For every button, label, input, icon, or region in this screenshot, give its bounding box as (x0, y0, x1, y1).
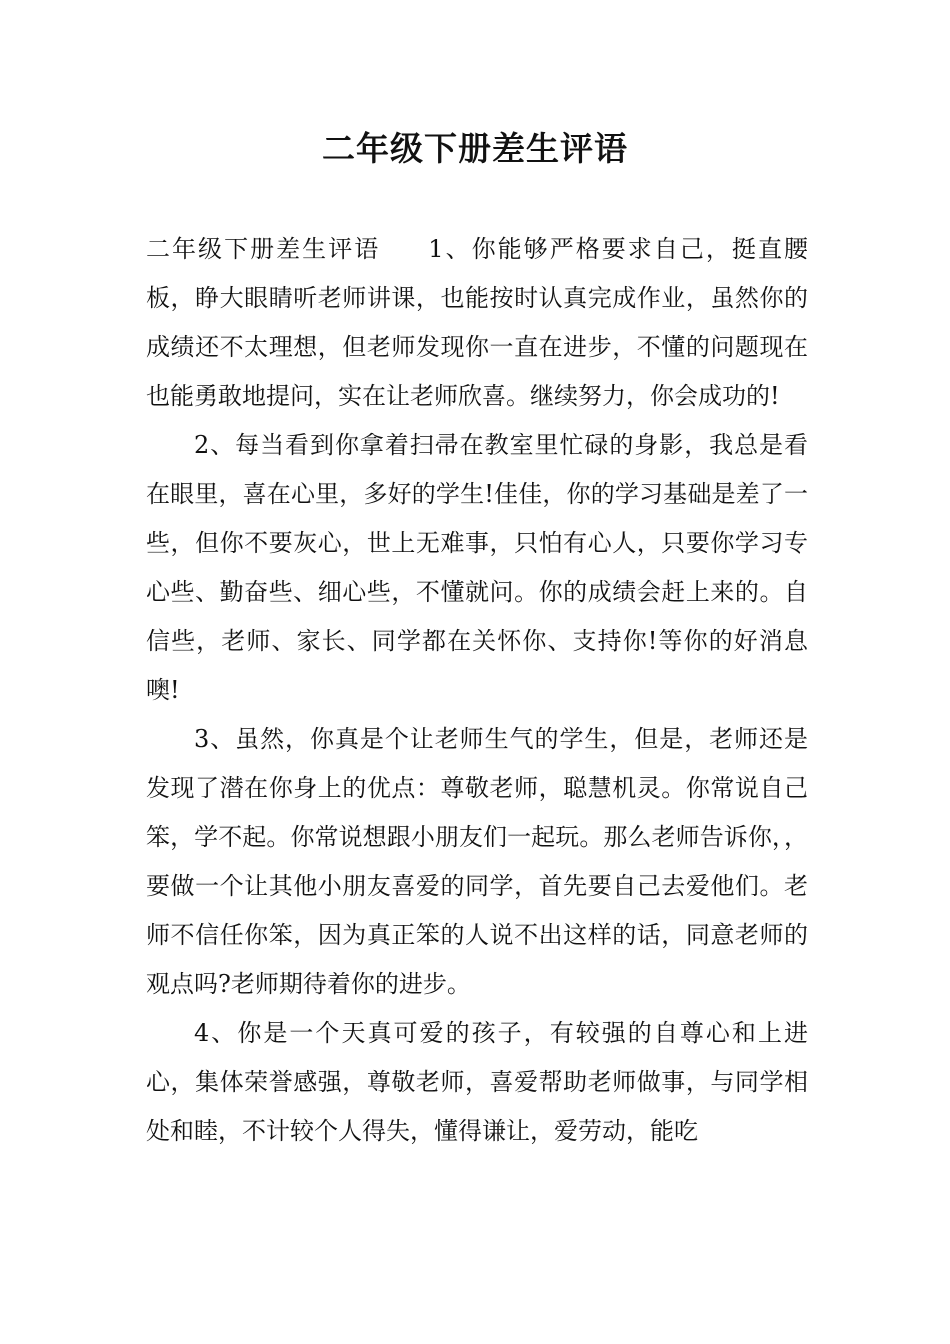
paragraph-3: 3、虽然，你真是个让老师生气的学生，但是，老师还是发现了潜在你身上的优点：尊敬老师，聪慧机灵。你常说自己笨，学不起。你常说想跟小朋友们一起玩。那么老师告诉你，，要做一个让其他小朋友喜爱的同学，首先要自己去爱他们。老师不信任你笨，因为真正笨的人说不出这样的话，同意老师的观点吗?老师期待着你的进步。 (146, 725, 808, 998)
paragraph-1 (146, 225, 808, 421)
paragraph-2: 2、每当看到你拿着扫帚在教室里忙碌的身影，我总是看在眼里，喜在心里，多好的学生!佳佳，你的学习基础是差了一些，但你不要灰心，世上无难事，只怕有心人，只要你学习专心些、勤奋些、细心些，不懂就问。你的成绩会赶上来的。自信些，老师、家长、同学都在关怀你、支持你!等你的好消息噢! (146, 431, 808, 704)
document-title: 二年级下册差生评语 (322, 129, 628, 168)
paragraph-4: 4、你是一个天真可爱的孩子，有较强的自尊心和上进心，集体荣誉感强，尊敬老师，喜爱帮助老师做事，与同学相处和睦，不计较个人得失，懂得谦让，爱劳动，能吃 (146, 1019, 808, 1145)
intro-heading: 二年级下册差生评语 (146, 235, 381, 263)
document-body (146, 225, 808, 1156)
paragraph-1-text: 1、你能够严格要求自己，挺直腰板，睁大眼睛听老师讲课，也能按时认真完成作业，虽然你的成绩还不太理想，但老师发现你一直在进步，不懂的问题现在也能勇敢地提问，实在让老师欣喜。继续努力，你会成功的! (146, 235, 808, 410)
